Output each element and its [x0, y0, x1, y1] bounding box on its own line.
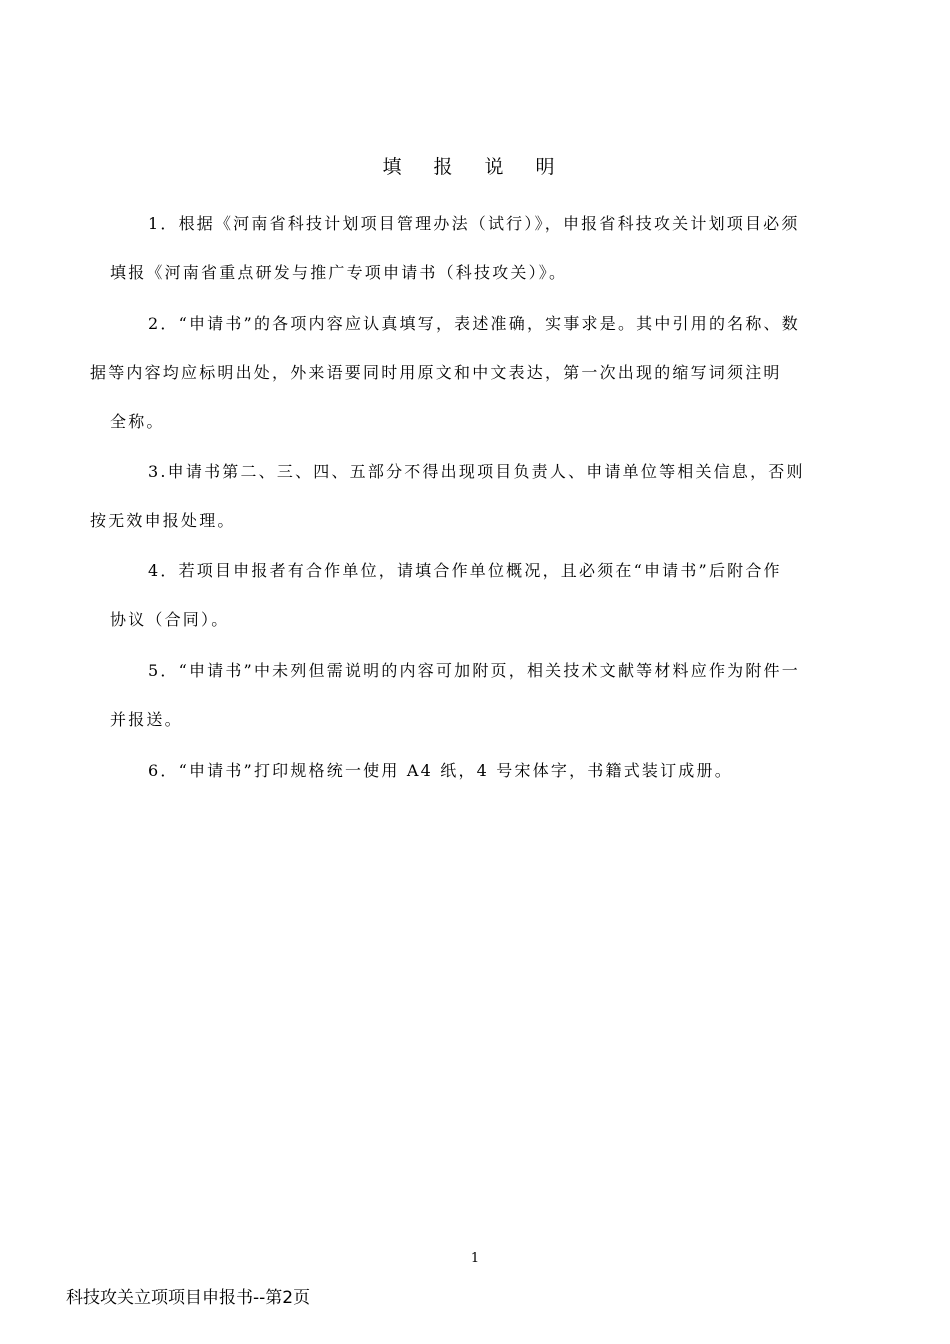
document-title: 填 报 说 明 — [382, 156, 568, 178]
paragraph-line: 据等内容均应标明出处，外来语要同时用原文和中文表达，第一次出现的缩写词须注明 — [90, 363, 782, 382]
paragraph-line: 6．“申请书”打印规格统一使用 A4 纸，4 号宋体字，书籍式装订成册。 — [148, 761, 733, 780]
paragraph-line: 1．根据《河南省科技计划项目管理办法（试行）》，申报省科技攻关计划项目必须 — [148, 214, 800, 233]
paragraph-line: 填报《河南省重点研发与推广专项申请书（科技攻关）》。 — [110, 263, 568, 282]
paragraph-line: 全称。 — [110, 412, 165, 431]
paragraph-line: 按无效申报处理。 — [90, 511, 236, 530]
instruction-paragraph-3 — [90, 447, 830, 545]
paragraph-line: 协议（合同）。 — [110, 610, 230, 629]
document-footer-label: 科技攻关立项项目申报书--第2页 — [66, 1288, 311, 1308]
instruction-paragraph-5 — [90, 646, 830, 744]
paragraph-line: 4．若项目申报者有合作单位，请填合作单位概况，且必须在“申请书”后附合作 — [148, 561, 782, 580]
paragraph-line: 2．“申请书”的各项内容应认真填写，表述准确，实事求是。其中引用的名称、数 — [148, 314, 800, 333]
instruction-paragraph-1 — [90, 199, 830, 297]
paragraph-line: 并报送。 — [110, 710, 183, 729]
paragraph-line: 3.申请书第二、三、四、五部分不得出现项目负责人、申请单位等相关信息，否则 — [148, 462, 805, 481]
instruction-paragraph-4 — [90, 546, 830, 644]
paragraph-line: 5．“申请书”中未列但需说明的内容可加附页，相关技术文献等材料应作为附件一 — [148, 661, 800, 680]
instruction-paragraph-6 — [90, 746, 830, 795]
instruction-paragraph-2 — [90, 299, 830, 446]
page-number: 1 — [470, 1251, 480, 1266]
